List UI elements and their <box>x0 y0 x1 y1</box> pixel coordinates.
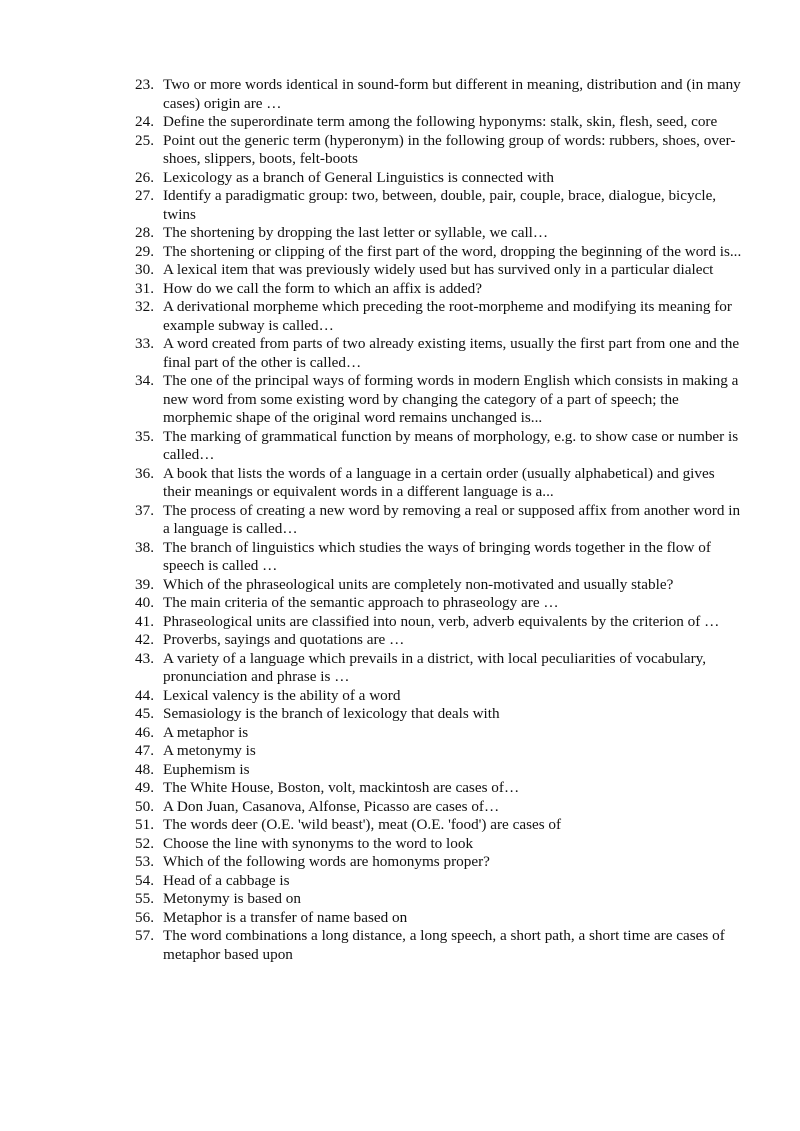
question-text: Phraseological units are classified into noun, verb, adverb equivalents by the criterion of … <box>163 612 720 630</box>
question-text: Semasiology is the branch of lexicology that deals with <box>163 705 500 722</box>
question-item <box>135 724 745 743</box>
question-text: The process of creating a new word by removing a real or supposed affix from another word in a language is called… <box>163 501 741 537</box>
question-number: 57. <box>135 927 154 944</box>
question-text: The word combinations a long distance, a long speech, a short path, a short time are cases of metaphor based upon <box>163 927 725 963</box>
question-number: 33. <box>135 335 154 352</box>
question-item <box>135 631 745 650</box>
question-number: 46. <box>135 723 154 741</box>
question-text: Identify a paradigmatic group: two, between, double, pair, couple, brace, dialogue, bicycle, twins <box>163 187 717 223</box>
question-number: 48. <box>135 760 154 778</box>
question-number: 44. <box>135 686 154 704</box>
question-text: A word created from parts of two already existing items, usually the first part from one and the final part of the other is called… <box>163 335 740 371</box>
question-text: Euphemism is <box>163 760 250 778</box>
question-item <box>135 742 745 761</box>
question-item <box>135 243 745 262</box>
question-text: A variety of a language which prevails in a district, with local peculiarities of vocabulary, pronunciation and phrase is … <box>163 649 707 685</box>
question-item <box>135 132 745 169</box>
question-number: 51. <box>135 816 154 833</box>
question-number: 30. <box>135 261 154 278</box>
question-item <box>135 872 745 891</box>
question-text: The words deer (O.E. 'wild beast'), meat (O.E. 'food') are cases of <box>163 816 562 833</box>
question-text: A derivational morpheme which preceding the root-morpheme and modifying its meaning for example subway is called… <box>163 298 732 334</box>
question-number: 54. <box>135 871 154 889</box>
question-text: The White House, Boston, volt, mackintosh are cases of… <box>163 779 520 796</box>
question-number: 42. <box>135 631 154 648</box>
question-text: How do we call the form to which an affix is added? <box>163 279 482 297</box>
question-item <box>135 613 745 632</box>
question-number: 50. <box>135 797 154 815</box>
question-text: The main criteria of the semantic approach to phraseology are … <box>163 594 559 611</box>
question-item <box>135 594 745 613</box>
question-item <box>135 779 745 798</box>
question-number: 28. <box>135 224 154 241</box>
question-text: Choose the line with synonyms to the word to look <box>163 834 474 852</box>
question-list <box>135 76 745 964</box>
question-item <box>135 909 745 928</box>
question-text: A Don Juan, Casanova, Alfonse, Picasso are cases of… <box>163 797 500 815</box>
question-text: Proverbs, sayings and quotations are … <box>163 631 405 648</box>
question-item <box>135 261 745 280</box>
question-number: 55. <box>135 890 154 907</box>
question-text: Point out the generic term (hyperonym) in the following group of words: rubbers, shoes, over-shoes, slippers, boots, felt-boots <box>163 131 736 167</box>
question-text: A metonymy is <box>163 742 256 759</box>
question-number: 29. <box>135 242 154 260</box>
question-item <box>135 650 745 687</box>
question-text: Lexicology as a branch of General Linguistics is connected with <box>163 168 554 186</box>
question-number: 40. <box>135 594 154 611</box>
question-number: 43. <box>135 649 154 667</box>
question-item <box>135 761 745 780</box>
question-item <box>135 853 745 872</box>
question-number: 31. <box>135 279 154 297</box>
question-text: The marking of grammatical function by means of morphology, e.g. to show case or number is called… <box>163 427 739 463</box>
question-number: 47. <box>135 742 154 759</box>
question-number: 23. <box>135 76 154 93</box>
question-item <box>135 502 745 539</box>
question-item <box>135 113 745 132</box>
question-item <box>135 280 745 299</box>
question-item <box>135 890 745 909</box>
question-number: 25. <box>135 131 154 149</box>
question-text: Lexical valency is the ability of a word <box>163 686 401 704</box>
question-item <box>135 298 745 335</box>
question-number: 34. <box>135 372 154 389</box>
question-text: A lexical item that was previously widely used but has survived only in a particular dialect <box>163 261 714 278</box>
question-text: Which of the following words are homonyms proper? <box>163 853 490 870</box>
question-item <box>135 335 745 372</box>
question-number: 41. <box>135 612 154 630</box>
question-item <box>135 372 745 428</box>
question-item <box>135 428 745 465</box>
question-item <box>135 539 745 576</box>
question-item <box>135 224 745 243</box>
question-text: Which of the phraseological units are completely non-motivated and usually stable? <box>163 575 674 593</box>
question-number: 27. <box>135 187 154 204</box>
question-item <box>135 927 745 964</box>
question-text: Two or more words identical in sound-form but different in meaning, distribution and (in many cases) origin are … <box>163 76 741 112</box>
question-text: The one of the principal ways of forming words in modern English which consists in making a new word from some existing word by changing the category of a part of speech; the morphemic shape of the original word remains unchanged is... <box>163 372 739 426</box>
question-number: 36. <box>135 464 154 482</box>
question-item <box>135 465 745 502</box>
question-number: 32. <box>135 298 154 315</box>
question-text: Define the superordinate term among the following hyponyms: stalk, skin, flesh, seed, core <box>163 113 718 130</box>
question-number: 39. <box>135 575 154 593</box>
question-number: 45. <box>135 705 154 722</box>
question-item <box>135 835 745 854</box>
question-number: 52. <box>135 834 154 852</box>
question-number: 24. <box>135 113 154 130</box>
question-item <box>135 187 745 224</box>
question-text: Metonymy is based on <box>163 890 301 907</box>
question-item <box>135 816 745 835</box>
question-number: 53. <box>135 853 154 870</box>
question-number: 38. <box>135 538 154 556</box>
question-text: A metaphor is <box>163 723 249 741</box>
question-text: Head of a cabbage is <box>163 871 290 889</box>
question-text: Metaphor is a transfer of name based on <box>163 908 408 926</box>
question-item <box>135 705 745 724</box>
question-item <box>135 798 745 817</box>
question-number: 35. <box>135 427 154 445</box>
question-item <box>135 169 745 188</box>
question-item <box>135 687 745 706</box>
question-number: 26. <box>135 168 154 186</box>
question-text: A book that lists the words of a language in a certain order (usually alphabetical) and gives their meanings or equivalent words in a different language is a... <box>163 464 715 500</box>
question-text: The shortening or clipping of the first part of the word, dropping the beginning of the word is... <box>163 242 742 260</box>
question-item <box>135 576 745 595</box>
question-item <box>135 76 745 113</box>
question-number: 37. <box>135 501 154 519</box>
question-text: The branch of linguistics which studies the ways of bringing words together in the flow of speech is called … <box>163 538 711 574</box>
question-text: The shortening by dropping the last letter or syllable, we call… <box>163 224 549 241</box>
question-number: 49. <box>135 779 154 796</box>
question-number: 56. <box>135 908 154 926</box>
